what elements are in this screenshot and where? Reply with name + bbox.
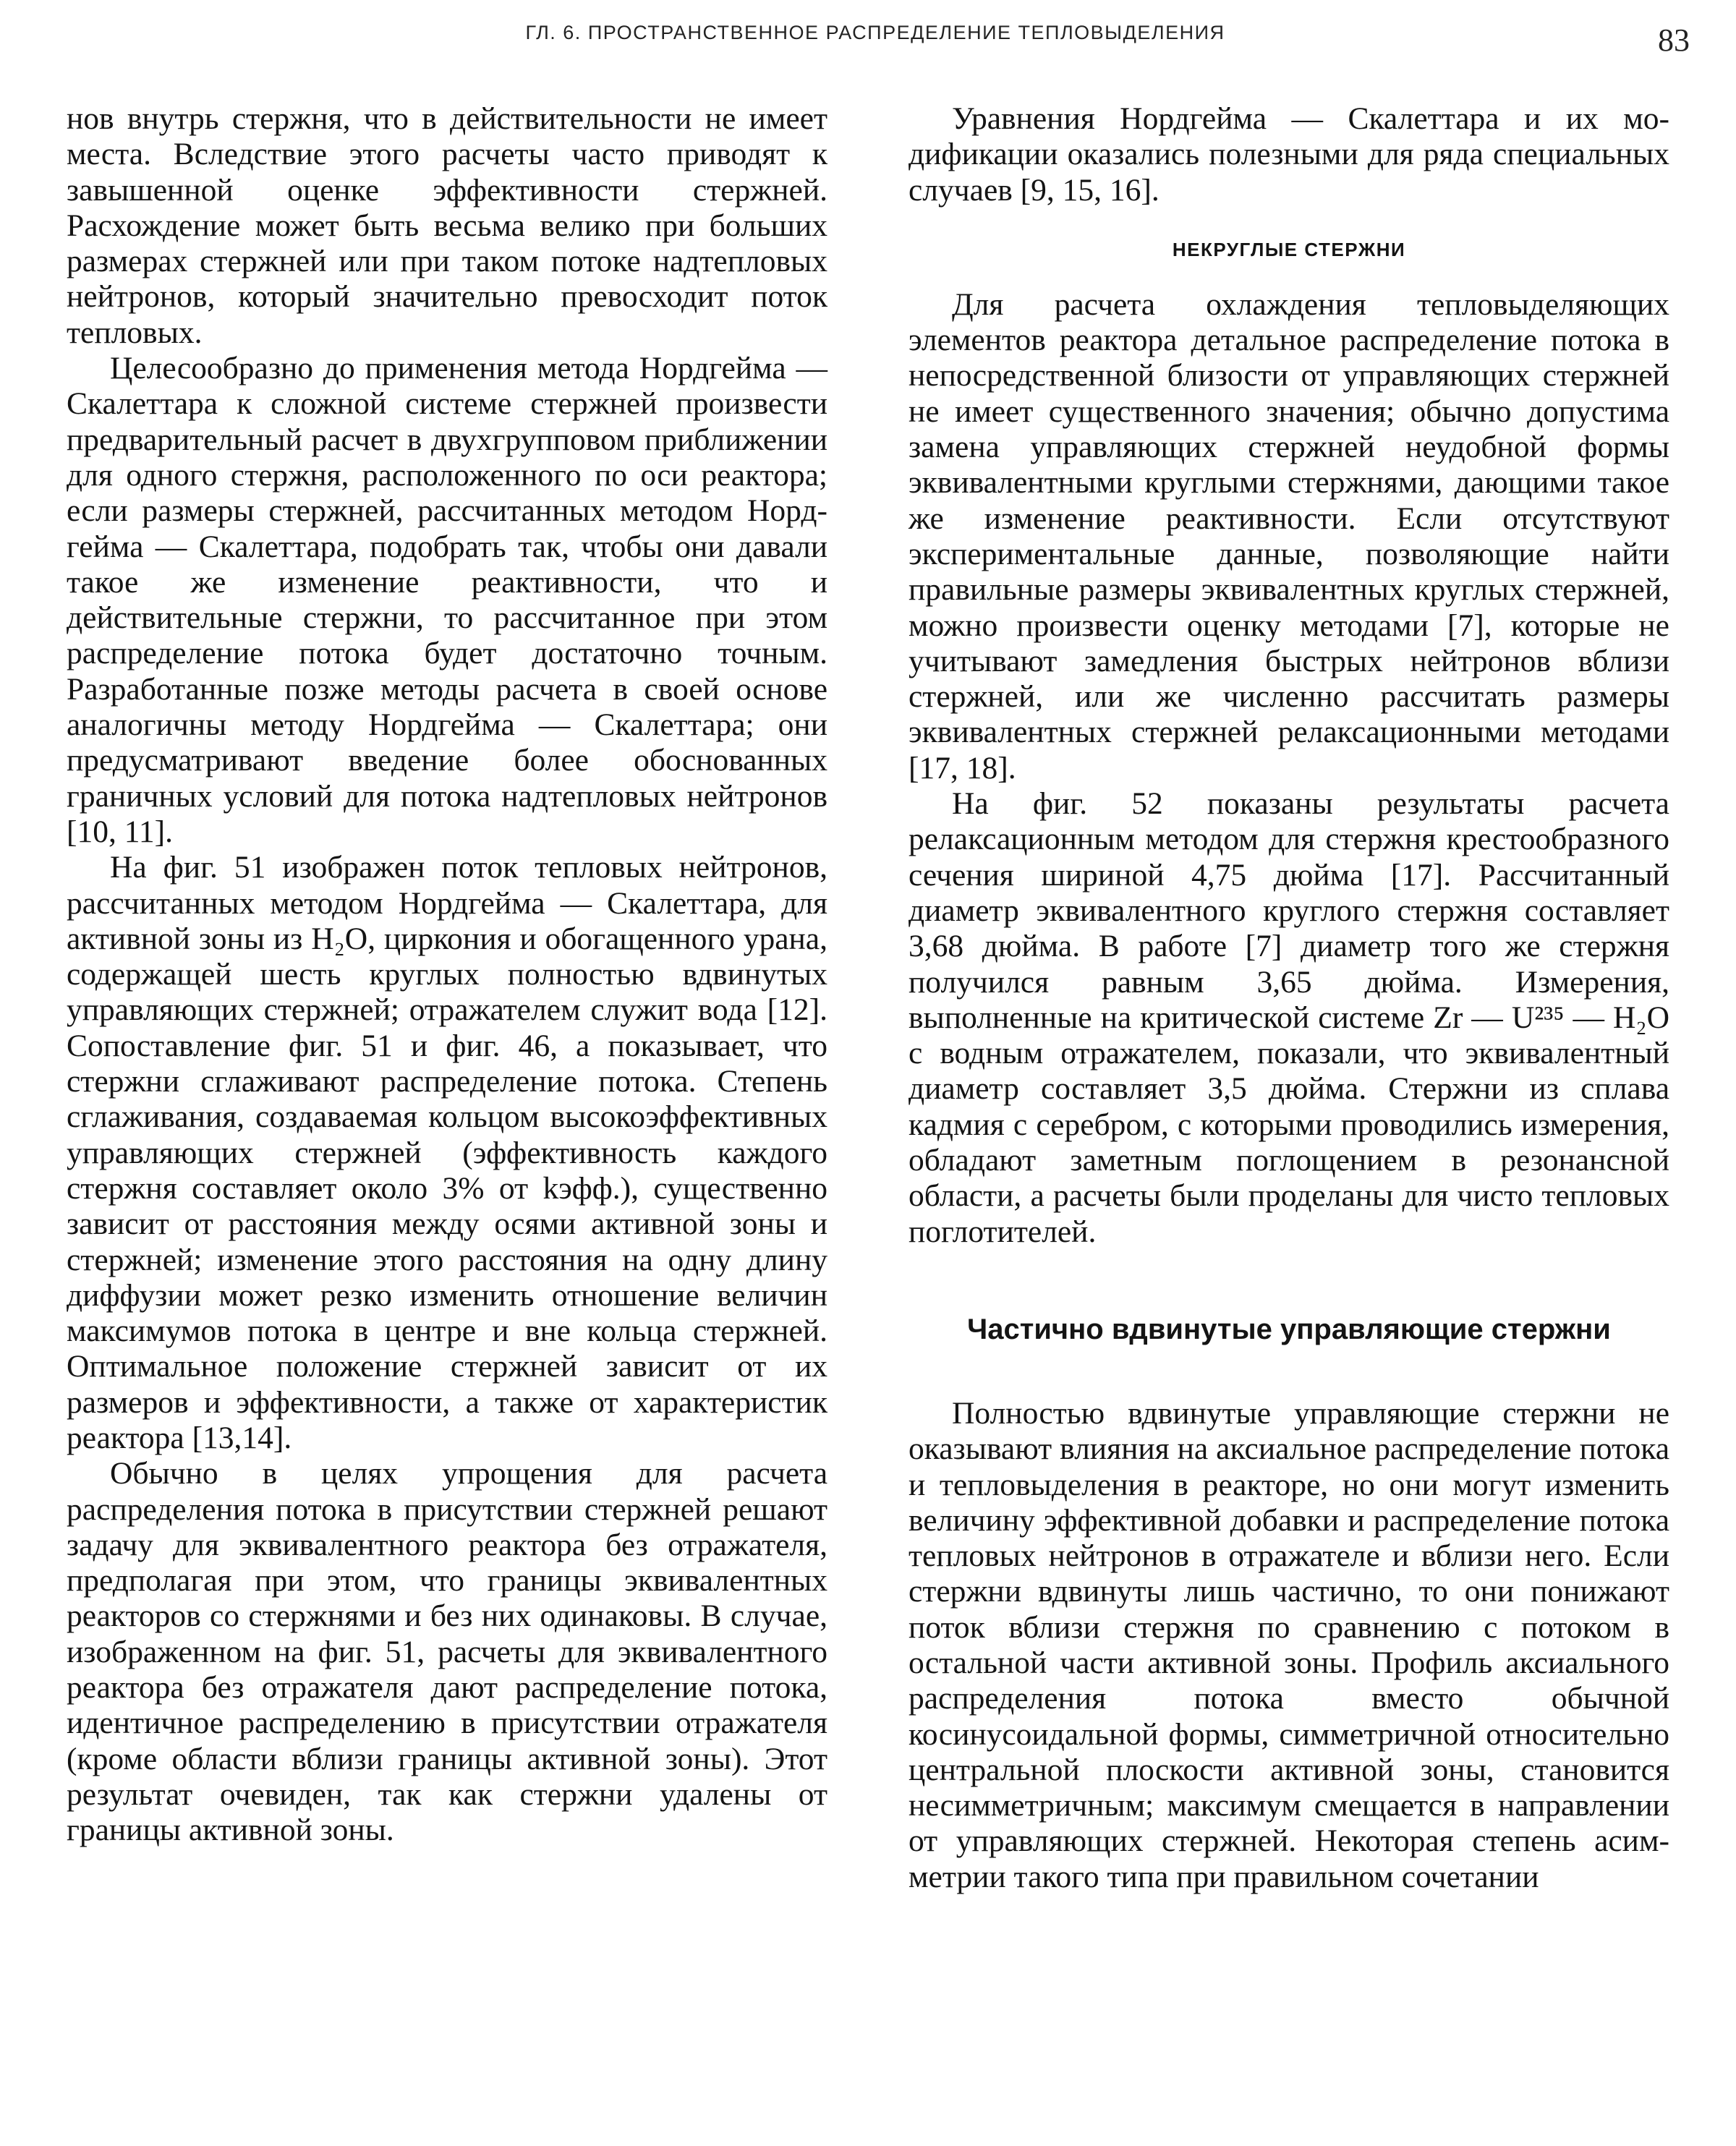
paragraph: Уравнения Нордгейма — Скалеттара и их модификации оказались полезными для ряда специальных случаев [9, 15, 16].	[909, 101, 1669, 208]
page-number: 83	[1658, 22, 1690, 58]
paragraph: Для расчета охлаждения тепловыделяющих элементов реактора детальное распределение потока в непосредственной близости от управляющих стержней не имеет существенного значения; обычно допустима замена управляющих стержней неудобной формы эквивалентными круглыми стержнями, дающими такое же изменение реактивности. Если отсутствуют экспериментальные данные, позволяющие найти правильные размеры эквивалентных круглых стержней, можно произвести оценку методами [7], которые не учитывают замедления быстрых нейтронов вблизи стержней, или же численно рассчитать размеры эквивалентных стержней релаксационными методами [17, 18].	[909, 286, 1669, 785]
paragraph: На фиг. 52 показаны результаты расчета релаксационным методом для стержня крестообразного сечения шириной 4,75 дюйма [17]. Рассчитанный диаметр эквивалентного круглого стержня составляет 3,68 дюйма. В работе [7] диаметр того же стержня получился равным 3,65 дюйма. Измерения, выполненные на критической системе Zr — U²³⁵ — H₂O с водным отражателем, показали, что эквивалентный диаметр составляет 3,5 дюйма. Стержни из сплава кадмия с серебром, с которыми проводились измерения, обладают заметным поглощением в резонансной области, а расчеты были проделаны для чисто тепловых поглотителей.	[909, 786, 1669, 1249]
paragraph: Обычно в целях упрощения для расчета распределения потока в присутствии стержней решают задачу для эквивалентного реактора без отражателя, предполагая при этом, что границы эквивалентных реакторов со стержнями и без них одинаковы. В случае, изображенном на фиг. 51, расчеты для эквивалентного реактора без отражателя дают распределение потока, идентичное распределению в присутствии отражателя (кроме области вблизи границы активной зоны). Этот результат очевиден, так как стержни удалены от границы активной зоны.	[67, 1456, 827, 1848]
paragraph: На фиг. 51 изображен поток тепловых нейтронов, рассчитанных методом Нордгейма — Скалеттара, для активной зоны из H₂O, циркония и обогащенного урана, содержащей шесть круглых полностью вдвинутых управляющих стержней; отражателем служит вода [12]. Сопоставление фиг. 51 и фиг. 46, а показывает, что стержни сглаживают распределение потока. Степень сглаживания, создаваемая кольцом высокоэффективных управляющих стержней (эффективность каждого стержня составляет около 3% от kэфф.), существенно зависит от расстояния между осями активной зоны и стержней; изменение этого расстояния на одну длину диффузии может резко изменить отношение величин максимумов потока в центре и вне кольца стержней. Оптимальное положение стержней зависит от их размеров и эффективности, а также от характеристик реактора [13,14].	[67, 850, 827, 1455]
paragraph: Целесообразно до применения метода Нордгейма — Скалеттара к сложной системе стержней произвести предварительный расчет в двухгрупповом приближении для одного стержня, расположенного по оси реактора; если размеры стержней, рассчитанных методом Нордгейма — Скалеттара, подобрать так, чтобы они давали такое же изменение реактивности, что и действительные стержни, то рассчитанное при этом распределение потока будет достаточно точным. Разработанные позже методы расчета в своей основе аналогичны методу Нордгейма — Скалеттара; они предусматривают введение более обоснованных граничных условий для потока надтепловых нейтронов [10, 11].	[67, 351, 827, 849]
running-head: ГЛ. 6. ПРОСТРАНСТВЕННОЕ РАСПРЕДЕЛЕНИЕ ТЕПЛОВЫДЕЛЕНИЯ	[525, 22, 1225, 43]
left-column	[67, 101, 827, 1849]
subsection-heading: НЕКРУГЛЫЕ СТЕРЖНИ	[1172, 238, 1406, 260]
paragraph: Полностью вдвинутые управляющие стержни не оказывают влияния на аксиальное распределение потока и тепловыделения в реакторе, но они могут изменить величину эффективной добавки и распределение потока тепловых нейтронов в отражателе и вблизи него. Если стержни вдвинуты лишь частично, то они понижают поток вблизи стержня по сравнению с потоком в остальной части активной зоны. Профиль аксиального распределения потока вместо обычной косинусоидальной формы, симметричной относительно центральной плоскости активной зоны, становится несимметричным; максимум смещается в направлении от управляющих стержней. Некоторая степень асимметрии такого типа при правильном сочетании	[909, 1395, 1669, 1894]
section-title: Частично вдвинутые управляющие стержни	[967, 1313, 1611, 1345]
right-column	[909, 101, 1669, 1895]
paragraph: нов внутрь стержня, что в действительности не имеет места. Вследствие этого расчеты часто приводят к завышенной оценке эффективности стержней. Расхождение может быть весьма велико при больших размерах стержней или при таком потоке надтепловых нейтронов, который значительно превосходит поток тепловых.	[67, 101, 827, 350]
